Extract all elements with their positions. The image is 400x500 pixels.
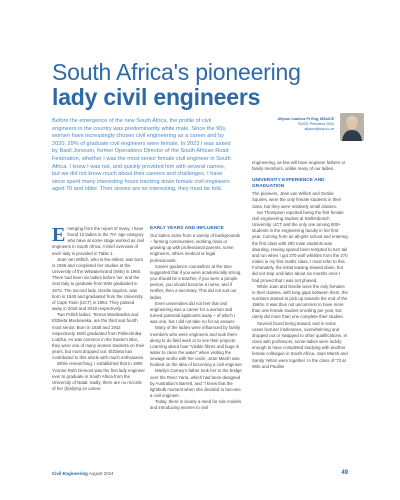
- author-role: SAICE President 2004: [298, 122, 334, 126]
- footer-publication: [52, 471, 114, 476]
- article-title: [52, 60, 352, 110]
- column-1-paragraph-1-text: merging from the report of many, I have found 10 ladies in the 70+ age category who have at some stage worked as civil engineers in South Africa. A brief overview of each lady is provided in Table 1.: [52, 226, 144, 256]
- subhead-early-years: EARLY YEARS AND INFLUENCE: [150, 226, 224, 231]
- column-3-paragraph-1: The pioneers, Jean van Willich and Gerdie Squires, were the only female students in their class, but they were relatively small classes.: [252, 191, 342, 209]
- column-2-paragraph-5: Marilyn Carney's father took her to the bridge over the River Yarra, which had been designed by Australian's Barrett, and "I knew that the lightbulb moment when she decided to become a civil engineer.: [150, 368, 242, 399]
- article-title-line1: South Africa's pioneering: [52, 59, 301, 85]
- footer-magazine: Civil Engineering: [52, 471, 88, 476]
- column-2-paragraph-4: Many of the ladies were influenced by family members who were engineers and took them along to do field work or to see their projects. Learning about how "Visible fibres and bugs in water to clean the water" when visiting the sewage works with her uncle, Jean Marsh was hooked on the idea of becoming a civil engineer.: [150, 325, 243, 368]
- author-email: allyson@sky.co.za: [304, 127, 334, 131]
- column-2-paragraph-2: Career guidance counsellors at the time suggested that if you were academically strong, you should be a teacher, if you were a people person, you should become a nurse, and if neither, then a secretary. This did not suit our ladies.: [150, 263, 242, 300]
- column-1-paragraph-2: Jean van Willich, who is the eldest, was born in 1936 and completed her studies at the University of the Witwatersrand (Wits) in 1960. There had been six ladies before her, and the next lady to graduate from Wits graduated in 1973. The second lady, Gerdie Squires, was born in 1945 and graduated from the University of Cape Town (UCT) in 1964. They passed away in 2016 and 2018 respectively.: [52, 256, 144, 312]
- column-3-paragraph-4: Several found being teased, and in some cases lecturer intolerance, overwhelming and dropped out or swapped to other qualifications. In class with professors, some ladies were luckily enough to have completed studying with another female colleague in South Africa. Joan Marsh and Sandy Yelton were together. In the class of '73 at Wits and Pauline: [252, 320, 348, 369]
- column-1-paragraph-1: [52, 226, 145, 257]
- article-column-3: [252, 160, 348, 370]
- page-footer: [52, 471, 348, 479]
- author-portrait-icon: [340, 113, 364, 141]
- article-title-line2: lady civil engineers: [52, 84, 261, 110]
- footer-issue: August 2024: [88, 471, 114, 476]
- page-number: 49: [341, 470, 348, 476]
- subhead-university: UNIVERSITY EXPERIENCE AND GRADUATION: [252, 178, 325, 190]
- article-intro: Before the emergence of the new South Africa, the profile of civil engineers in the country was predominantly white male. Since the 90s, women have increasingly chosen civil engineering as a career and by 2020, 29% of graduate civil engineers were female. In 2023 I was asked by Basil Jonsson, former Operations Director of the South African Road Federation, whether I was the most senior female civil engineer in South Africa. I knew I was not, and quickly provided him with several names, but we did not know much about their careers and challenges. I have since spent many interesting hours tracking down female civil engineers aged 70 and older. Their stories are so interesting, they must be told.: [52, 118, 231, 193]
- author-photo: [340, 113, 364, 141]
- column-3-paragraph-2: Ian Thompson reported being the first female civil engineering student at Stellenbosch University. UCT and the only one among 800+ students in the engineering faculty in her first year. Coming from an all-girls school and entering the first class with 280 male students was daunting. Having spared been tempted to turn tail and run when I got 270 wolf whistles from the 270 males in my first maths class, I must refer to this. Fortunately, the initial teasing slowed down, but did not stop until later about six months once I had proved that I was not phased.: [252, 209, 348, 283]
- author-block: [268, 113, 364, 143]
- article-column-1: [52, 226, 145, 392]
- column-3-lead: engineering, as few will have engineer fathers or family members, unlike many of our ladies.: [252, 160, 346, 172]
- column-2-paragraph-6: Today, there is clearly a need for role models and introducing women to civil: [150, 399, 242, 411]
- column-2-paragraph-3: Even universities did not feel that civil engineering was a career for a woman and turned potential applicants away – of which I was one, but I did not take no for an answer.: [150, 300, 236, 325]
- column-3-paragraph-3: While Joan and Gerdie were the only females in their classes, with long gaps between them, the numbers started to pick up towards the end of the 1960s. It was thus not uncommon to have more than one female student enrolling per year, but rarely did more than one complete their studies.: [252, 283, 348, 320]
- author-credit: [277, 117, 334, 132]
- column-2-paragraph-1: Our ladies came from a variety of backgrounds – farming communities, working class or growing up with professional parents, some engineers, others medical or legal professionals.: [150, 233, 241, 263]
- drop-cap: E: [52, 224, 66, 246]
- column-1-paragraph-3: Two Polish ladies, Teresa Wasilewska and Elzbieta Mackowska, are the third and fourth most senior. Born in 1938 and 1942 respectively. Both graduated from Politechnika Lodzka. As was common in the Eastern Bloc, they were one of many women students on their years, but most dropped out. Elzbieta has contributed to this article with much enthusiasm.: [52, 312, 145, 361]
- article-column-2: [150, 226, 243, 412]
- author-name: Allyson Lawless Pr Eng, MSAICE: [277, 117, 334, 121]
- column-1-paragraph-4: While researching, I established that in 1960 Yvonne Ruth Demont was the first lady engineer ever to graduate in South Africa from the University of Natal. Sadly, there are no records of her (b)elying on career.: [52, 361, 145, 392]
